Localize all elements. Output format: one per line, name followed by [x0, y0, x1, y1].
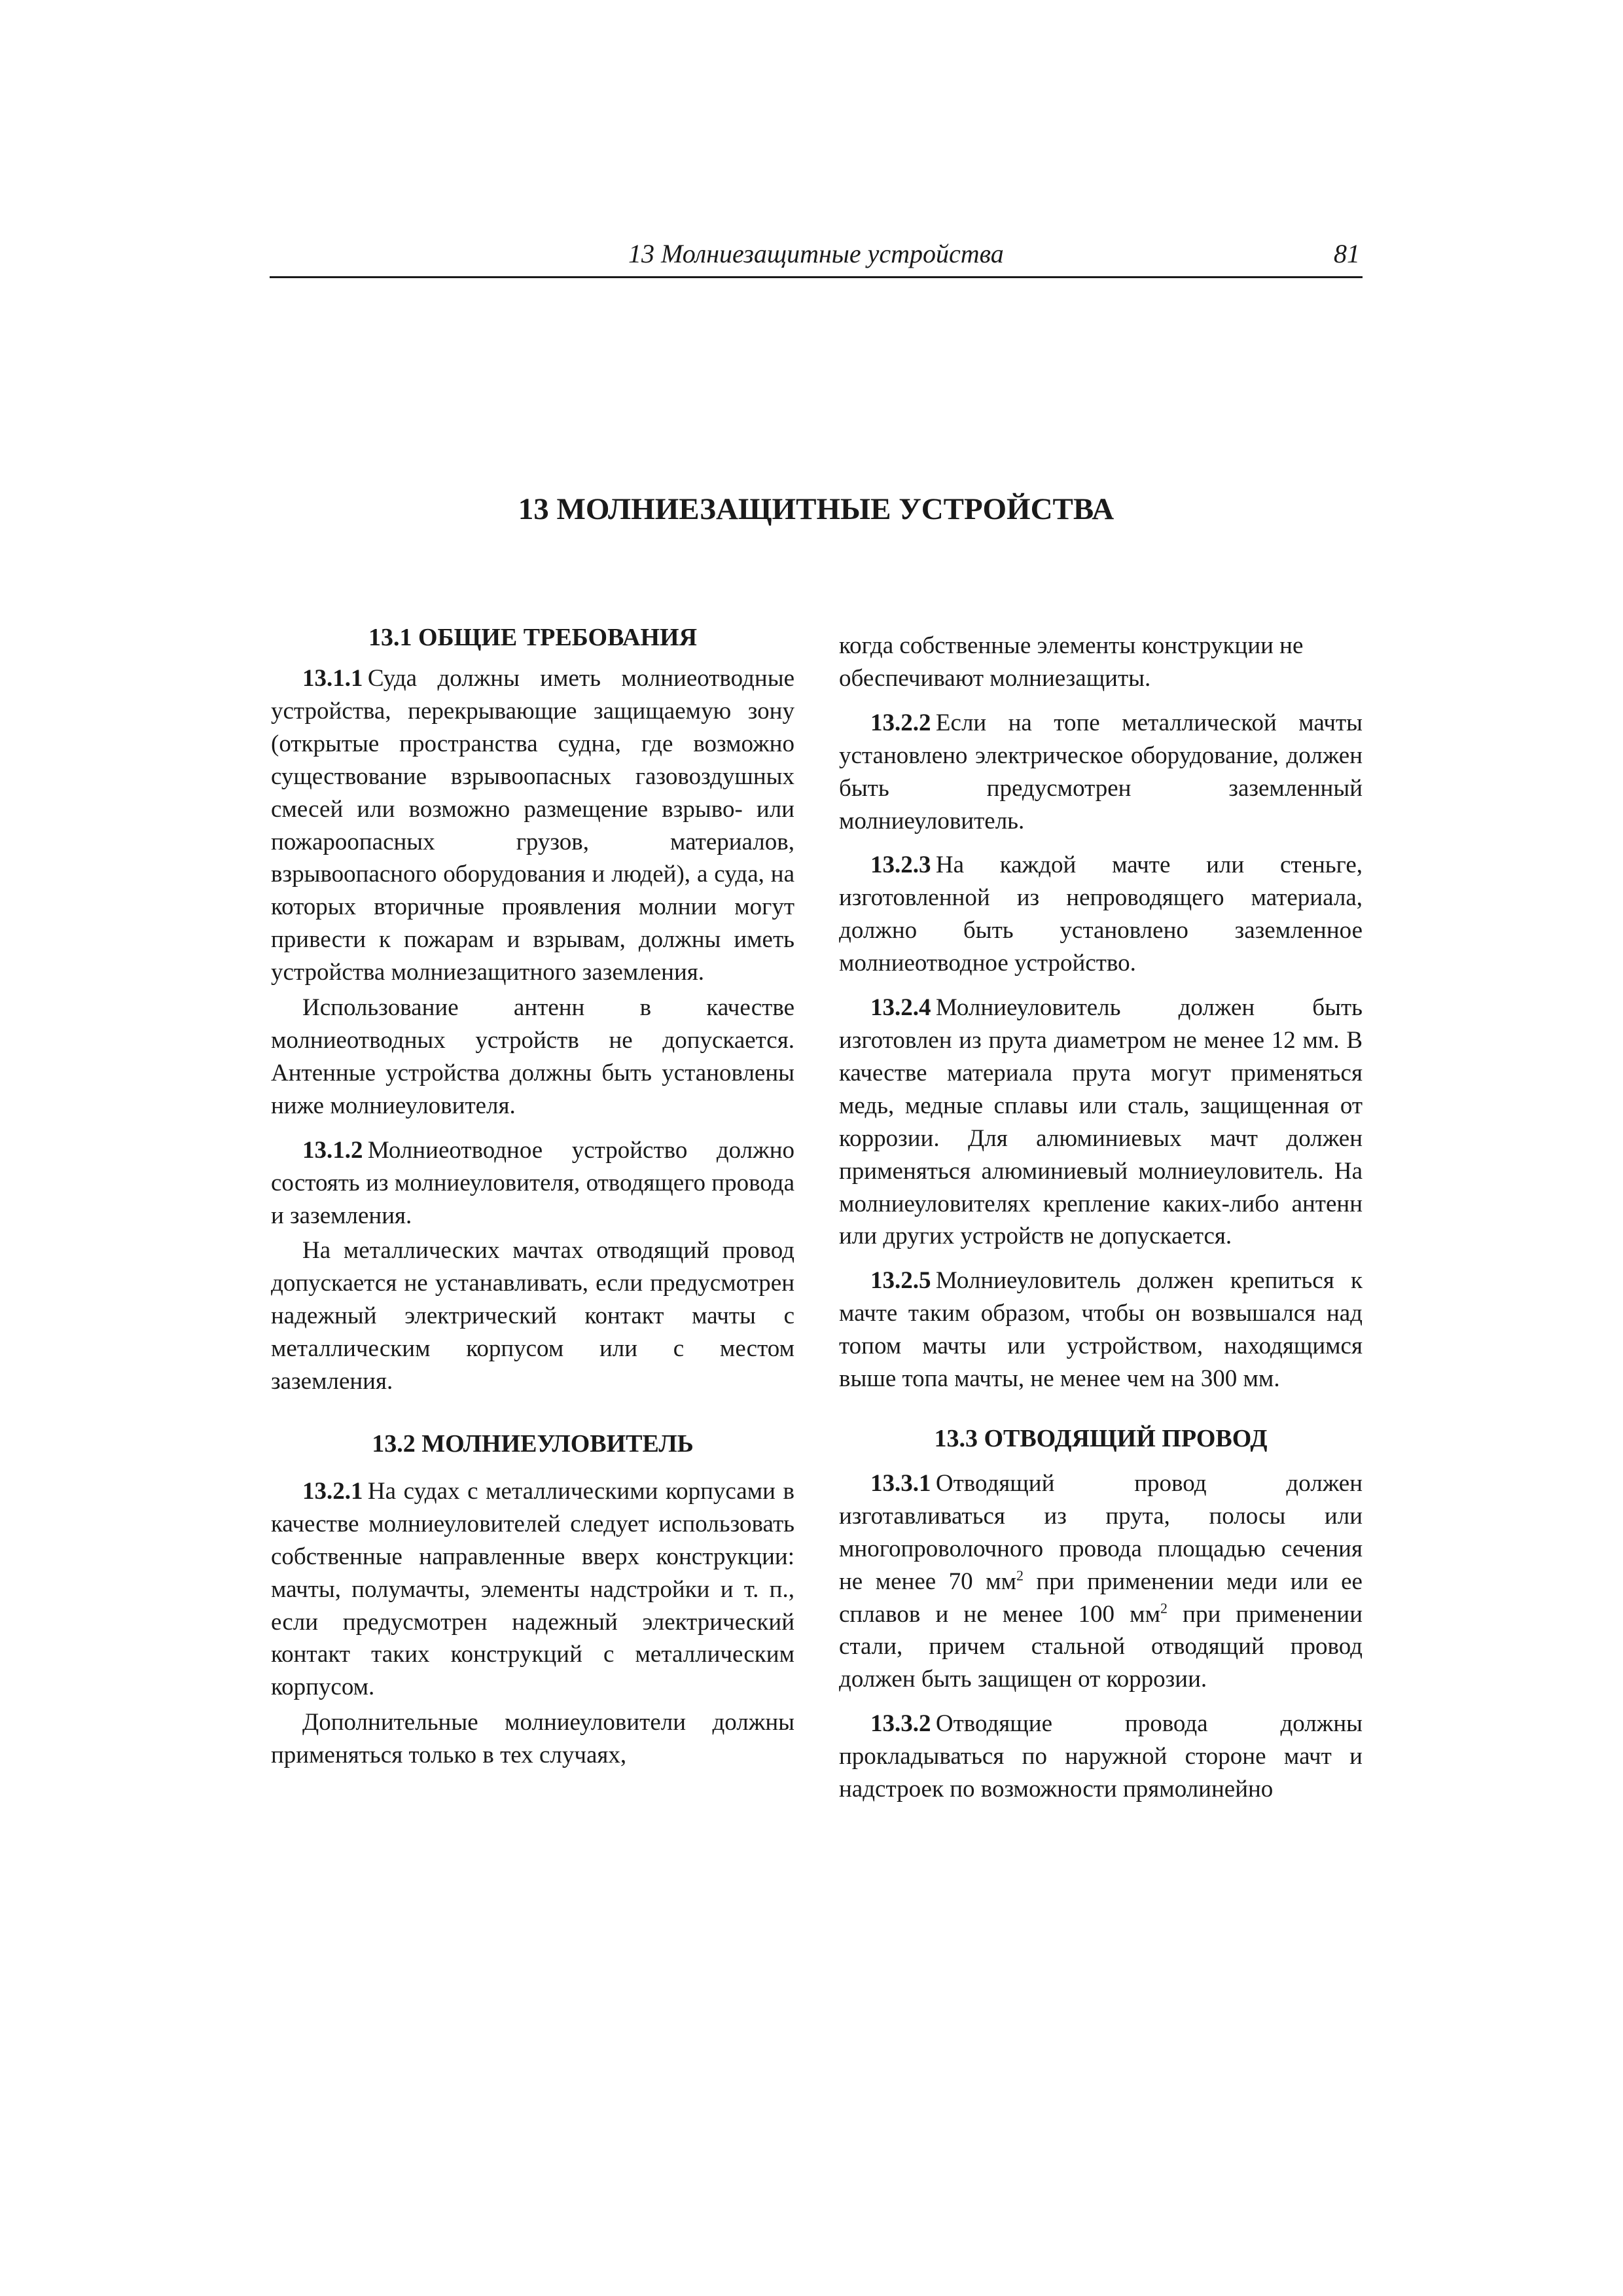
left-column — [271, 620, 794, 1784]
paragraph-text: Суда должны иметь молниеотводные устройства, перекрывающие защищаемую зону (открытые пространства судна, где возможно существование взрывоопасных газовоздушных смесей или возможно размещение взрыво- или пожароопасных грузов, материалов, взрывоопасного оборудования и людей), а суда, на которых вторичные проявления молнии могут привести к пожарам и взрывам, должны иметь устройства молниезащитного заземления. — [271, 665, 794, 986]
paragraph-text: Молниеуловитель должен быть изготовлен из прута диаметром не менее 12 мм. В качестве материала прута могут применяться медь, медные сплавы или сталь, защищенная от коррозии. Для алюминиевых мачт должен применяться алюминиевый молниеуловитель. На молниеуловителях крепление каких-либо антенн или других устройств не допускается. — [839, 994, 1363, 1250]
paragraph-number: 13.3.2 — [870, 1710, 931, 1738]
paragraph-13-2-1-additional-continued: когда собственные элементы конструкции не обеспечивают молниезащиты. — [839, 632, 1304, 692]
paragraph-13-2-2 — [839, 707, 1363, 838]
paragraph-text: На судах с металлическими корпусами в качестве молниеуловителей следует использовать собственные направленные вверх конструкции: мачты, полумачты, элементы надстройки и т. п., если предусмотрен надежный электрический контакт таких конструкций с металлическим корпусом. — [271, 1477, 794, 1701]
paragraph-number: 13.2.3 — [870, 852, 931, 879]
superscript: 2 — [1016, 1567, 1024, 1584]
running-head — [270, 237, 1363, 278]
paragraph-13-2-1 — [271, 1475, 794, 1704]
paragraph-text: при применении меди или ее сплавов и не менее 100 мм — [839, 1568, 1363, 1628]
paragraph-number: 13.1.1 — [302, 665, 363, 692]
paragraph-text: На каждой мачте или стеньге, изготовленной из непроводящего материала, должно быть установлено заземленное молниеотводное устройство. — [839, 852, 1363, 977]
paragraph-text: Если на топе металлической мачты установлено электрическое оборудование, должен быть предусмотрен заземленный молниеуловитель. — [839, 709, 1363, 834]
paragraph-13-1-2-continued: На металлических мачтах отводящий провод допускается не устанавливать, если предусмотрен надежный электрический контакт мачты с металлическим корпусом или с местом заземления. — [271, 1237, 794, 1395]
chapter-title: 13 МОЛНИЕЗАЩИТНЫЕ УСТРОЙСТВА — [518, 492, 1115, 526]
paragraph-text: Отводящий провод должен изготавливаться из прута, полосы или многопроволочного провода площадью сечения не менее 70 мм — [839, 1469, 1363, 1595]
paragraph-number: 13.2.1 — [302, 1477, 363, 1505]
section-heading-13-3: 13.3 ОТВОДЯЩИЙ ПРОВОД — [934, 1424, 1268, 1452]
section-heading-13-1: 13.1 ОБЩИЕ ТРЕБОВАНИЯ — [368, 624, 698, 651]
paragraph-13-3-1 — [839, 1467, 1363, 1696]
paragraph-13-2-5 — [839, 1265, 1363, 1395]
paragraph-13-2-4 — [839, 992, 1363, 1253]
section-heading-13-2: 13.2 МОЛНИЕУЛОВИТЕЛЬ — [372, 1429, 694, 1458]
paragraph-number: 13.1.2 — [302, 1136, 363, 1164]
running-title: 13 Молниезащитные устройства — [628, 239, 1004, 268]
paragraph-number: 13.3.1 — [870, 1469, 931, 1497]
paragraph-text: при применении стали, причем стальной отводящий провод должен быть защищен от коррозии. — [839, 1600, 1363, 1693]
paragraph-13-3-2 — [839, 1708, 1363, 1806]
paragraph-13-2-1-additional: Дополнительные молниеуловители должны применяться только в тех случаях, — [271, 1709, 794, 1769]
paragraph-13-2-3 — [839, 849, 1363, 980]
right-column — [839, 630, 1363, 1818]
paragraph-13-1-1-continued: Использование антенн в качестве молниеотводных устройств не допускается. Антенные устройства должны быть установлены ниже молниеуловителя. — [271, 994, 794, 1119]
paragraph-13-1-2 — [271, 1134, 794, 1232]
paragraph-text: Молниеуловитель должен крепиться к мачте таким образом, чтобы он возвышался над топом мачты или устройством, находящимся выше топа мачты, не менее чем на 300 мм. — [839, 1267, 1363, 1393]
paragraph-text: Отводящие провода должны прокладываться по наружной стороне мачт и надстроек по возможности прямолинейно — [839, 1710, 1363, 1803]
paragraph-text: Молниеотводное устройство должно состоять из молниеуловителя, отводящего провода и заземления. — [271, 1136, 794, 1229]
paragraph-number: 13.2.5 — [870, 1267, 931, 1295]
paragraph-13-1-1 — [271, 662, 794, 989]
paragraph-number: 13.2.2 — [870, 709, 931, 736]
page-number: 81 — [1334, 239, 1360, 268]
superscript: 2 — [1160, 1600, 1168, 1617]
paragraph-number: 13.2.4 — [870, 994, 931, 1022]
